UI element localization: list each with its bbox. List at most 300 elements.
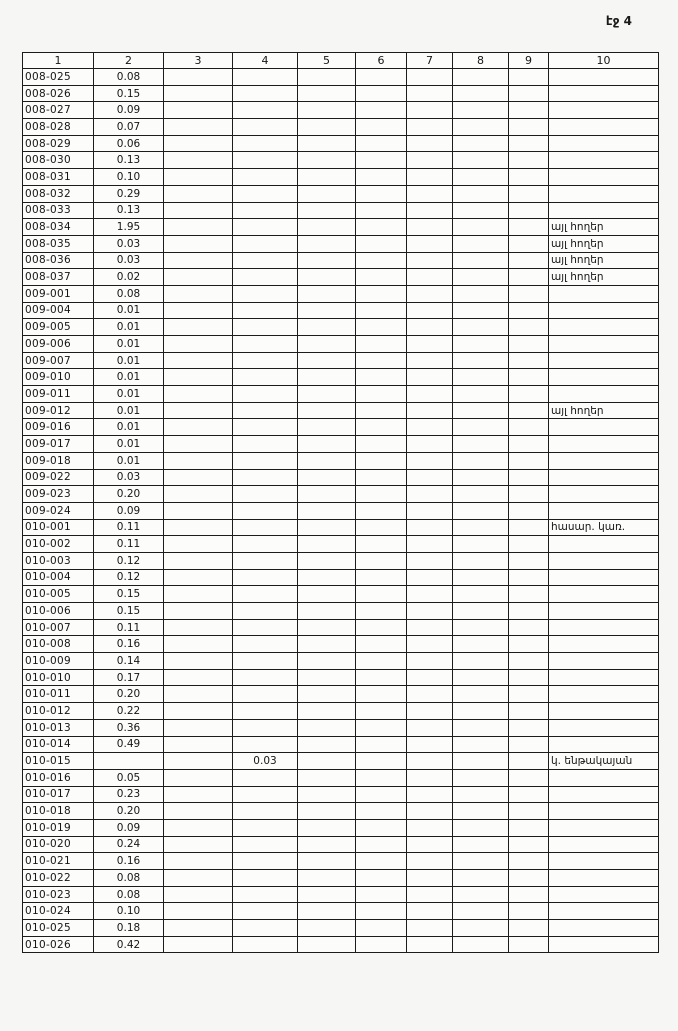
table-cell <box>164 603 233 620</box>
table-cell <box>407 402 453 419</box>
table-cell <box>509 102 549 119</box>
table-cell <box>453 719 509 736</box>
table-cell <box>407 886 453 903</box>
table-cell: 009-017 <box>23 436 94 453</box>
table-cell <box>453 252 509 269</box>
table-cell <box>356 352 407 369</box>
table-cell: 010-023 <box>23 886 94 903</box>
table-cell <box>509 252 549 269</box>
table-cell <box>164 903 233 920</box>
table-cell <box>356 636 407 653</box>
table-cell <box>233 69 298 86</box>
table-cell <box>549 653 659 670</box>
table-cell: այլ հողեր <box>549 269 659 286</box>
table-cell <box>453 302 509 319</box>
table-cell <box>298 69 356 86</box>
table-cell <box>549 703 659 720</box>
table-cell <box>509 853 549 870</box>
table-row <box>23 870 659 887</box>
table-cell <box>164 519 233 536</box>
table-cell <box>407 235 453 252</box>
table-cell <box>407 903 453 920</box>
table-cell <box>453 486 509 503</box>
table-cell <box>356 536 407 553</box>
table-cell <box>407 319 453 336</box>
table-row <box>23 586 659 603</box>
table-cell <box>356 135 407 152</box>
table-cell <box>407 135 453 152</box>
table-cell <box>509 436 549 453</box>
table-cell: 0.17 <box>94 669 164 686</box>
table-cell: 0.03 <box>94 469 164 486</box>
table-cell: 010-024 <box>23 903 94 920</box>
table-cell <box>233 586 298 603</box>
table-cell <box>356 302 407 319</box>
table-cell <box>407 870 453 887</box>
table-cell: 009-011 <box>23 386 94 403</box>
table-cell <box>453 419 509 436</box>
table-cell <box>233 669 298 686</box>
table-cell <box>549 386 659 403</box>
table-cell: 0.08 <box>94 285 164 302</box>
table-cell <box>453 152 509 169</box>
table-cell <box>233 803 298 820</box>
table-cell <box>233 285 298 302</box>
table-cell: 008-029 <box>23 135 94 152</box>
table-cell <box>298 886 356 903</box>
table-cell <box>549 936 659 953</box>
table-cell <box>509 235 549 252</box>
table-cell: 0.15 <box>94 603 164 620</box>
table-cell <box>356 519 407 536</box>
table-cell <box>164 336 233 353</box>
table-cell: 009-012 <box>23 402 94 419</box>
table-cell <box>509 669 549 686</box>
table-cell <box>453 903 509 920</box>
table-cell <box>164 369 233 386</box>
table-cell <box>407 219 453 236</box>
table-row <box>23 636 659 653</box>
table-cell <box>298 786 356 803</box>
table-cell <box>164 686 233 703</box>
table-cell: 0.11 <box>94 619 164 636</box>
table-cell: 0.07 <box>94 119 164 136</box>
table-cell <box>453 85 509 102</box>
table-cell <box>356 686 407 703</box>
table-cell <box>407 436 453 453</box>
table-cell <box>356 202 407 219</box>
table-cell <box>509 202 549 219</box>
table-cell <box>407 252 453 269</box>
table-cell <box>549 202 659 219</box>
table-cell: այլ հողեր <box>549 235 659 252</box>
table-cell <box>233 569 298 586</box>
table-cell: 009-023 <box>23 486 94 503</box>
table-cell <box>164 469 233 486</box>
table-row <box>23 703 659 720</box>
table-cell <box>164 853 233 870</box>
table-cell <box>298 135 356 152</box>
table-cell: 0.03 <box>233 753 298 770</box>
table-cell <box>509 803 549 820</box>
table-cell <box>453 653 509 670</box>
table-cell <box>407 152 453 169</box>
table-cell <box>356 386 407 403</box>
table-cell <box>509 619 549 636</box>
table-cell <box>453 319 509 336</box>
table-cell <box>453 102 509 119</box>
table-cell <box>549 135 659 152</box>
table-cell <box>298 552 356 569</box>
table-cell <box>453 936 509 953</box>
table-cell <box>233 603 298 620</box>
table-cell <box>453 119 509 136</box>
table-cell <box>509 69 549 86</box>
table-cell <box>407 769 453 786</box>
table-cell: 0.29 <box>94 185 164 202</box>
table-cell <box>233 736 298 753</box>
table-cell <box>164 302 233 319</box>
table-cell <box>233 352 298 369</box>
table-cell <box>453 886 509 903</box>
table-row <box>23 536 659 553</box>
table-cell: 0.03 <box>94 252 164 269</box>
table-cell <box>509 519 549 536</box>
table-cell <box>509 185 549 202</box>
table-cell <box>509 152 549 169</box>
table-cell <box>549 603 659 620</box>
table-row <box>23 85 659 102</box>
table-cell <box>298 803 356 820</box>
table-cell: 009-018 <box>23 452 94 469</box>
table-cell <box>407 269 453 286</box>
table-cell <box>407 302 453 319</box>
table-row <box>23 519 659 536</box>
table-cell <box>453 436 509 453</box>
table-row <box>23 436 659 453</box>
table-cell: 008-033 <box>23 202 94 219</box>
table-cell <box>298 519 356 536</box>
table-cell <box>233 619 298 636</box>
table-cell <box>509 870 549 887</box>
table-row <box>23 886 659 903</box>
table-cell <box>356 619 407 636</box>
table-cell: 0.13 <box>94 152 164 169</box>
table-cell <box>298 119 356 136</box>
table-cell <box>233 336 298 353</box>
table-row <box>23 769 659 786</box>
table-cell <box>298 753 356 770</box>
table-cell <box>233 870 298 887</box>
table-cell <box>549 569 659 586</box>
table-cell <box>164 135 233 152</box>
table-cell: 008-032 <box>23 185 94 202</box>
table-cell <box>549 886 659 903</box>
table-cell <box>453 502 509 519</box>
table-cell <box>509 285 549 302</box>
table-cell: 0.22 <box>94 703 164 720</box>
table-cell: 009-007 <box>23 352 94 369</box>
table-cell <box>453 185 509 202</box>
table-cell <box>356 552 407 569</box>
table-cell <box>509 352 549 369</box>
table-cell <box>509 686 549 703</box>
table-cell <box>356 920 407 937</box>
table-cell <box>233 269 298 286</box>
page-number: էջ 4 <box>605 14 632 28</box>
table-cell <box>164 85 233 102</box>
table-cell <box>164 736 233 753</box>
table-cell <box>233 552 298 569</box>
table-cell <box>509 903 549 920</box>
table-cell <box>298 152 356 169</box>
table-cell <box>233 936 298 953</box>
table-cell <box>453 336 509 353</box>
table-cell <box>164 219 233 236</box>
table-cell <box>407 586 453 603</box>
table-cell: 010-015 <box>23 753 94 770</box>
table-cell <box>233 653 298 670</box>
table-cell <box>509 653 549 670</box>
table-cell <box>453 235 509 252</box>
table-cell <box>549 619 659 636</box>
table-cell <box>298 836 356 853</box>
table-cell <box>407 336 453 353</box>
table-cell <box>298 870 356 887</box>
column-header: 4 <box>233 53 298 69</box>
table-cell <box>453 586 509 603</box>
table-cell <box>407 569 453 586</box>
table-cell <box>549 736 659 753</box>
table-cell <box>407 669 453 686</box>
table-cell <box>549 836 659 853</box>
table-row <box>23 119 659 136</box>
table-row <box>23 669 659 686</box>
table-cell: 010-002 <box>23 536 94 553</box>
table-cell <box>356 119 407 136</box>
table-cell: 0.20 <box>94 686 164 703</box>
table-cell <box>233 686 298 703</box>
table-cell: 010-005 <box>23 586 94 603</box>
table-cell <box>233 502 298 519</box>
table-cell <box>549 185 659 202</box>
table-cell <box>407 853 453 870</box>
table-cell <box>233 853 298 870</box>
table-cell <box>509 703 549 720</box>
column-header: 10 <box>549 53 659 69</box>
table-cell <box>233 903 298 920</box>
table-cell <box>164 703 233 720</box>
column-header: 3 <box>164 53 233 69</box>
table-cell <box>164 452 233 469</box>
table-cell <box>356 85 407 102</box>
table-cell <box>164 402 233 419</box>
table-cell <box>164 436 233 453</box>
table-cell <box>509 169 549 186</box>
table-row <box>23 736 659 753</box>
table-cell <box>164 252 233 269</box>
table-cell <box>164 169 233 186</box>
table-cell: 1.95 <box>94 219 164 236</box>
table-cell <box>356 736 407 753</box>
table-cell: 0.03 <box>94 235 164 252</box>
table-cell <box>164 352 233 369</box>
table-cell <box>298 769 356 786</box>
table-cell <box>164 569 233 586</box>
table-cell <box>164 235 233 252</box>
table-cell <box>356 219 407 236</box>
table-cell <box>509 936 549 953</box>
table-cell <box>407 519 453 536</box>
column-header: 5 <box>298 53 356 69</box>
table-cell <box>298 603 356 620</box>
table-cell <box>509 469 549 486</box>
table-cell: 0.49 <box>94 736 164 753</box>
table-cell <box>164 753 233 770</box>
table-row <box>23 753 659 770</box>
table-cell <box>549 586 659 603</box>
table-cell <box>164 319 233 336</box>
table-cell: այլ հողեր <box>549 402 659 419</box>
table-cell: 0.23 <box>94 786 164 803</box>
table-row <box>23 369 659 386</box>
table-cell <box>549 336 659 353</box>
table-row <box>23 152 659 169</box>
table-cell <box>298 653 356 670</box>
table-row <box>23 319 659 336</box>
table-cell: 010-022 <box>23 870 94 887</box>
table-cell <box>356 769 407 786</box>
table-row <box>23 252 659 269</box>
table-cell <box>164 669 233 686</box>
table-cell <box>549 119 659 136</box>
table-row <box>23 619 659 636</box>
table-cell <box>298 102 356 119</box>
table-cell <box>453 619 509 636</box>
table-cell <box>233 769 298 786</box>
table-cell <box>453 803 509 820</box>
table-cell <box>298 936 356 953</box>
table-cell <box>407 69 453 86</box>
table-row <box>23 903 659 920</box>
table-row <box>23 853 659 870</box>
table-cell <box>509 769 549 786</box>
table-cell <box>509 402 549 419</box>
table-cell: 008-036 <box>23 252 94 269</box>
table-cell <box>164 936 233 953</box>
table-cell: 0.01 <box>94 302 164 319</box>
table-row <box>23 719 659 736</box>
table-cell: 010-025 <box>23 920 94 937</box>
table-cell <box>549 169 659 186</box>
table-cell <box>453 736 509 753</box>
table-cell: 010-001 <box>23 519 94 536</box>
table-cell <box>453 870 509 887</box>
table-cell <box>356 669 407 686</box>
table-cell <box>453 920 509 937</box>
table-row <box>23 819 659 836</box>
table-cell <box>453 519 509 536</box>
table-cell <box>453 552 509 569</box>
table-cell <box>356 369 407 386</box>
table-cell <box>549 636 659 653</box>
table-cell <box>356 269 407 286</box>
table-cell <box>356 102 407 119</box>
table-cell <box>298 336 356 353</box>
table-cell <box>298 586 356 603</box>
table-row <box>23 402 659 419</box>
table-cell <box>233 252 298 269</box>
table-row <box>23 169 659 186</box>
table-row <box>23 185 659 202</box>
table-cell <box>164 836 233 853</box>
table-cell: 010-017 <box>23 786 94 803</box>
table-cell <box>298 452 356 469</box>
table-cell <box>356 936 407 953</box>
table-cell <box>407 169 453 186</box>
table-cell: 0.01 <box>94 419 164 436</box>
table-cell <box>453 169 509 186</box>
table-cell <box>407 819 453 836</box>
table-cell: 0.15 <box>94 85 164 102</box>
column-header: 1 <box>23 53 94 69</box>
table-cell <box>356 336 407 353</box>
table-cell <box>298 436 356 453</box>
table-cell <box>356 486 407 503</box>
table-cell <box>233 419 298 436</box>
table-cell <box>356 703 407 720</box>
table-cell <box>356 502 407 519</box>
table-cell <box>453 352 509 369</box>
table-cell <box>453 536 509 553</box>
table-cell: 0.01 <box>94 436 164 453</box>
table-cell <box>298 85 356 102</box>
table-cell <box>356 185 407 202</box>
table-cell: 010-020 <box>23 836 94 853</box>
table-cell <box>298 169 356 186</box>
table-cell <box>298 853 356 870</box>
table-row <box>23 386 659 403</box>
table-cell <box>233 185 298 202</box>
table-cell <box>509 269 549 286</box>
table-cell <box>549 552 659 569</box>
table-cell <box>233 319 298 336</box>
table-cell: 008-025 <box>23 69 94 86</box>
table-cell: 010-009 <box>23 653 94 670</box>
table-cell <box>233 536 298 553</box>
table-cell <box>298 202 356 219</box>
table-cell: 010-019 <box>23 819 94 836</box>
table-cell <box>549 85 659 102</box>
table-cell <box>549 819 659 836</box>
table-cell <box>549 502 659 519</box>
data-table <box>22 52 659 953</box>
column-header: 2 <box>94 53 164 69</box>
table-cell <box>298 669 356 686</box>
table-cell <box>509 603 549 620</box>
table-cell <box>453 452 509 469</box>
table-cell <box>298 736 356 753</box>
table-cell <box>298 369 356 386</box>
table-cell: 008-027 <box>23 102 94 119</box>
table-cell <box>509 719 549 736</box>
table-cell <box>407 719 453 736</box>
table-cell <box>453 219 509 236</box>
table-cell <box>233 886 298 903</box>
table-cell <box>356 903 407 920</box>
table-cell <box>298 252 356 269</box>
table-cell: 0.42 <box>94 936 164 953</box>
